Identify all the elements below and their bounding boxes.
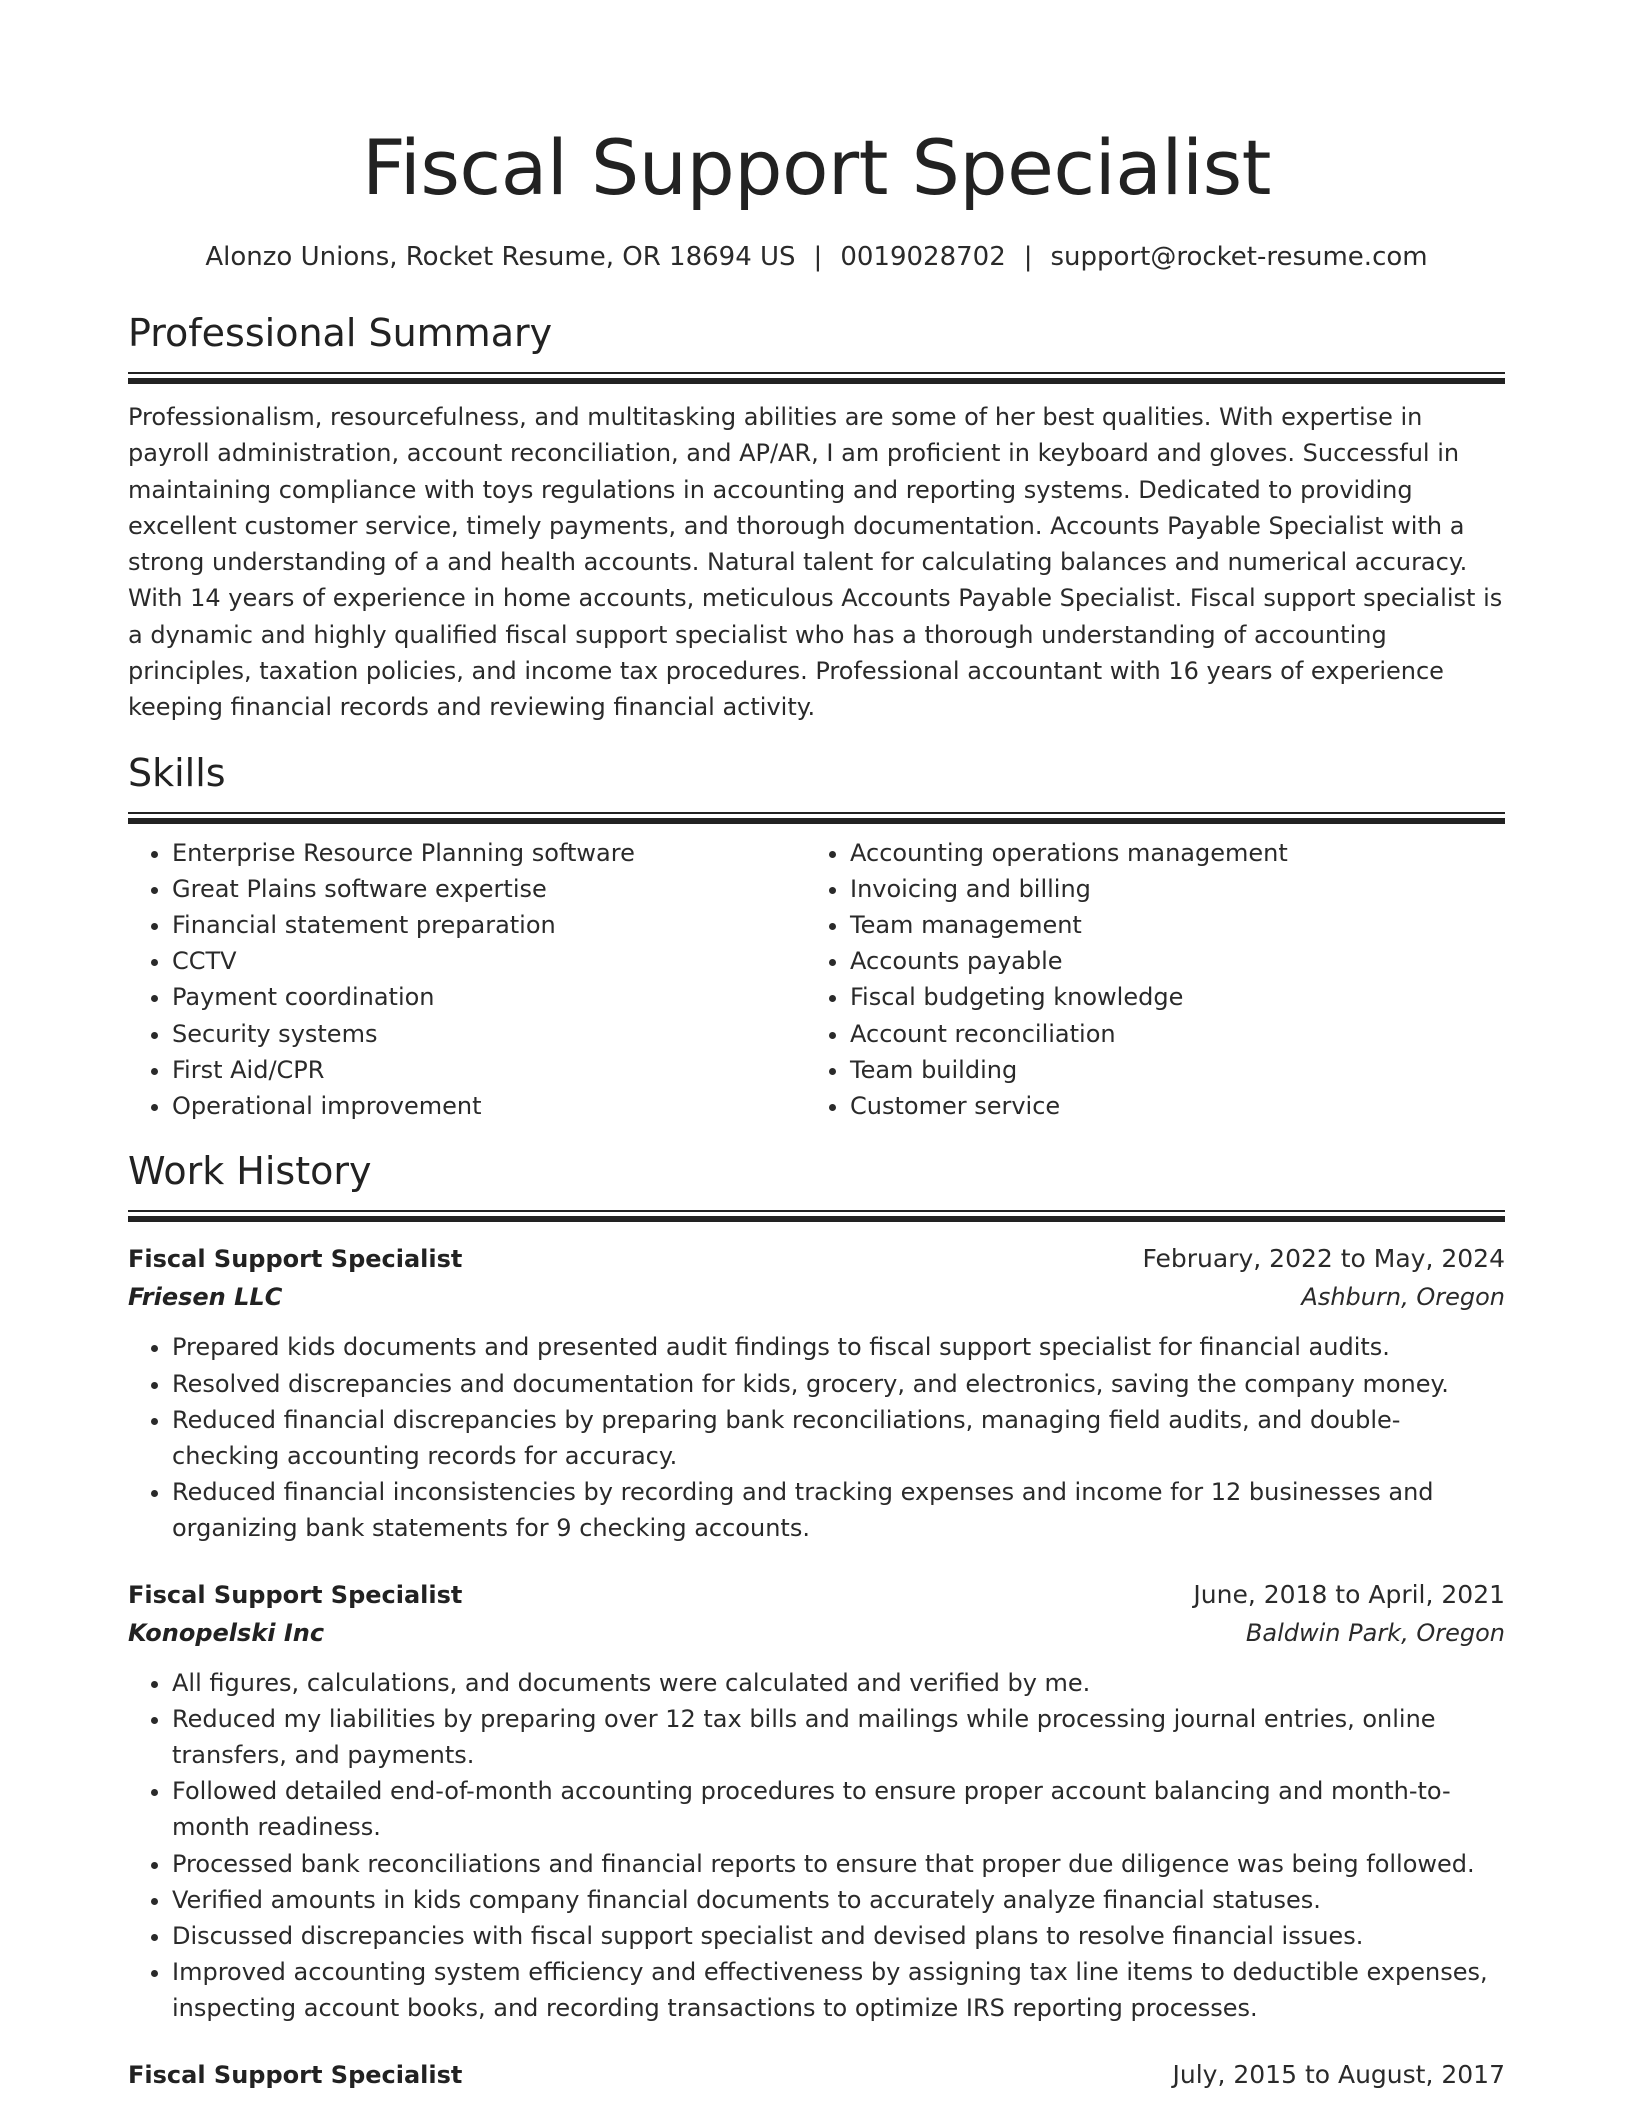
job-bullets [128, 1665, 1505, 2027]
section-divider [128, 812, 1505, 823]
skill-item: • First Aid/CPR [172, 1052, 806, 1088]
job-bullet: • Reduced financial discrepancies by preparing bank reconciliations, managing field audits, and double-checking accounting records for accuracy. [172, 1402, 1505, 1474]
job-title: Fiscal Support Specialist [128, 1580, 463, 1609]
section-heading: Skills [128, 750, 226, 795]
job-entry [128, 2057, 1505, 2093]
contact-email: support@rocket-resume.com [1050, 242, 1428, 272]
skill-item: • Accounting operations management [850, 835, 1484, 871]
summary-text: Professionalism, resourcefulness, and multitasking abilities are some of her best qualities. With expertise in payroll administration, account reconciliation, and AP/AR, I am proficient in keyboard and gloves. Successful in maintaining compliance with toys regulations in accounting and reporting systems. Dedicated to providing excellent customer service, timely payments, and thorough documentation. Accounts Payable Specialist with a strong understanding of a and health accounts. Natural talent for calculating balances and numerical accuracy. With 14 years of experience in home accounts, meticulous Accounts Payable Specialist. Fiscal support specialist is a dynamic and highly qualified fiscal support specialist who has a thorough understanding of accounting principles, taxation policies, and income tax procedures. Professional accountant with 16 years of experience keeping financial records and reviewing financial activity. [128, 403, 1503, 722]
skill-item: • Invoicing and billing [850, 871, 1484, 907]
job-company: Friesen LLC [128, 1283, 283, 1312]
job-dates: July, 2015 to August, 2017 [1172, 2059, 1505, 2089]
skill-item: • CCTV [172, 943, 806, 979]
work-history-section [128, 1146, 1505, 2092]
contact-separator: | [1023, 242, 1033, 272]
job-entry [128, 1577, 1505, 2027]
job-dates: February, 2022 to May, 2024 [1142, 1244, 1505, 1274]
contact-line [128, 240, 1505, 274]
section-heading: Professional Summary [128, 311, 553, 355]
skill-item: • Team building [850, 1052, 1484, 1088]
skill-item: • Accounts payable [850, 943, 1484, 979]
summary-section [128, 308, 1505, 726]
job-bullet: • Verified amounts in kids company financial documents to accurately analyze financial statuses. [172, 1882, 1505, 1918]
contact-address: Alonzo Unions, Rocket Resume, OR 18694 US [205, 242, 796, 272]
skill-item: • Enterprise Resource Planning software [172, 835, 806, 871]
job-bullet: • Reduced my liabilities by preparing over 12 tax bills and mailings while processing journal entries, online transfers, and payments. [172, 1701, 1505, 1773]
job-bullet: • Followed detailed end-of-month accounting procedures to ensure proper account balancing and month-to-month readiness. [172, 1773, 1505, 1845]
resume-page [128, 0, 1505, 2093]
resume-title: Fiscal Support Specialist [362, 123, 1271, 212]
section-divider [128, 372, 1505, 383]
job-bullet: • Resolved discrepancies and documentation for kids, grocery, and electronics, saving the company money. [172, 1366, 1505, 1402]
job-bullet: • Improved accounting system efficiency and effectiveness by assigning tax line items to deductible expenses, inspecting account books, and recording transactions to optimize IRS reporting processes. [172, 1954, 1505, 2026]
job-location: Baldwin Park, Oregon [1245, 1618, 1505, 1647]
contact-separator: | [813, 242, 823, 272]
job-bullets [128, 1329, 1505, 1546]
job-bullet: • Reduced financial inconsistencies by recording and tracking expenses and income for 12 businesses and organizing bank statements for 9 checking accounts. [172, 1474, 1505, 1546]
skill-item: • Security systems [172, 1016, 806, 1052]
job-bullet: • Processed bank reconciliations and financial reports to ensure that proper due diligence was being followed. [172, 1846, 1505, 1882]
job-entry [128, 1241, 1505, 1546]
skill-item: • Fiscal budgeting knowledge [850, 979, 1484, 1015]
skills-section [128, 748, 1505, 1125]
skills-list-left [128, 835, 806, 1125]
skill-item: • Payment coordination [172, 979, 806, 1015]
job-bullet: • Prepared kids documents and presented audit findings to fiscal support specialist for financial audits. [172, 1329, 1505, 1365]
skill-item: • Account reconciliation [850, 1016, 1484, 1052]
skill-item: • Financial statement preparation [172, 907, 806, 943]
skills-list-right [806, 835, 1484, 1125]
job-company: Konopelski Inc [128, 1618, 325, 1647]
job-dates: June, 2018 to April, 2021 [1193, 1579, 1505, 1609]
skill-item: • Operational improvement [172, 1088, 806, 1124]
skills-grid [128, 835, 1505, 1125]
job-bullet: • All figures, calculations, and documents were calculated and verified by me. [172, 1665, 1505, 1701]
job-title: Fiscal Support Specialist [128, 1245, 463, 1274]
skill-item: • Team management [850, 907, 1484, 943]
job-bullet: • Discussed discrepancies with fiscal support specialist and devised plans to resolve financial issues. [172, 1918, 1505, 1954]
skill-item: • Customer service [850, 1088, 1484, 1124]
section-divider [128, 1210, 1505, 1221]
job-location: Ashburn, Oregon [1301, 1283, 1505, 1312]
job-title: Fiscal Support Specialist [128, 2060, 463, 2089]
section-heading: Work History [128, 1149, 372, 1194]
skill-item: • Great Plains software expertise [172, 871, 806, 907]
contact-phone: 0019028702 [840, 242, 1006, 272]
